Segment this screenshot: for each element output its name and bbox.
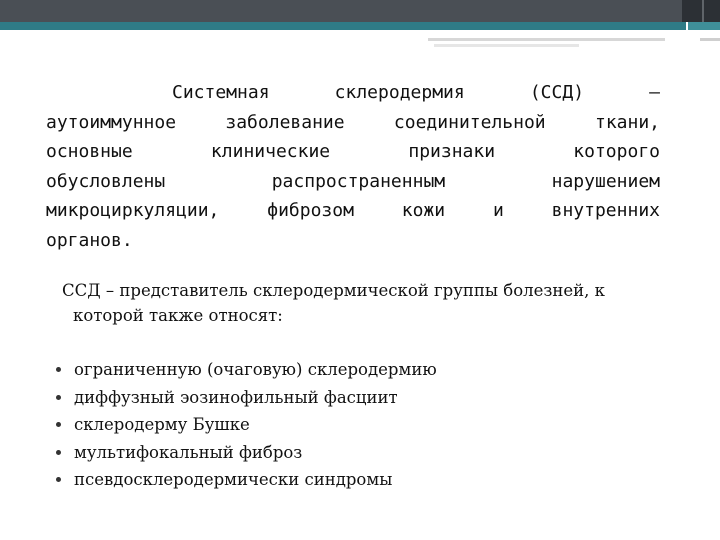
- list-item: [52, 356, 437, 384]
- list-item: [52, 466, 437, 494]
- paragraph-line: органов.: [46, 229, 133, 251]
- decor-line-2: [434, 44, 579, 47]
- paragraph-line: микроциркуляции, фиброзом кожи и внутренних: [46, 200, 660, 221]
- header-bar-right-block: [682, 0, 720, 22]
- definition-paragraph: [46, 78, 660, 255]
- bullet-icon: [56, 422, 61, 427]
- list-item-text: мультифокальный фиброз: [74, 442, 303, 462]
- group-intro-line-1: ССД – представитель склеродермической группы болезней, к: [62, 281, 605, 300]
- paragraph-line: аутоиммунное заболевание соединительной ткани,: [46, 111, 660, 133]
- list-item: [52, 439, 437, 467]
- header-bar: [0, 0, 720, 22]
- header-divider: [702, 0, 704, 22]
- paragraph-line: основные клинические признаки которого: [46, 141, 660, 162]
- list-item-text: псевдосклеродермически синдромы: [74, 470, 393, 489]
- accent-stripe: [0, 22, 686, 30]
- decor-line-3: [700, 38, 720, 41]
- accent-stripe-right: [688, 22, 720, 30]
- bullet-icon: [56, 450, 61, 455]
- list-item-text: склеродерму Бушке: [74, 415, 250, 434]
- paragraph-line: обусловлены распространенным нарушением: [46, 170, 660, 192]
- bullet-icon: [56, 367, 61, 372]
- list-item-text: диффузный эозинофильный фасциит: [74, 387, 398, 407]
- bullet-icon: [56, 477, 61, 482]
- list-item: [52, 384, 437, 412]
- paragraph-line: Системная склеродермия (ССД) –: [172, 82, 660, 103]
- decor-line-1: [428, 38, 665, 41]
- list-item: [52, 411, 437, 439]
- bullet-icon: [56, 395, 61, 400]
- group-intro-line-2: которой также относят:: [73, 306, 283, 325]
- group-intro: [62, 278, 662, 328]
- list-item-text: ограниченную (очаговую) склеродермию: [74, 360, 437, 379]
- disease-list: [52, 356, 437, 494]
